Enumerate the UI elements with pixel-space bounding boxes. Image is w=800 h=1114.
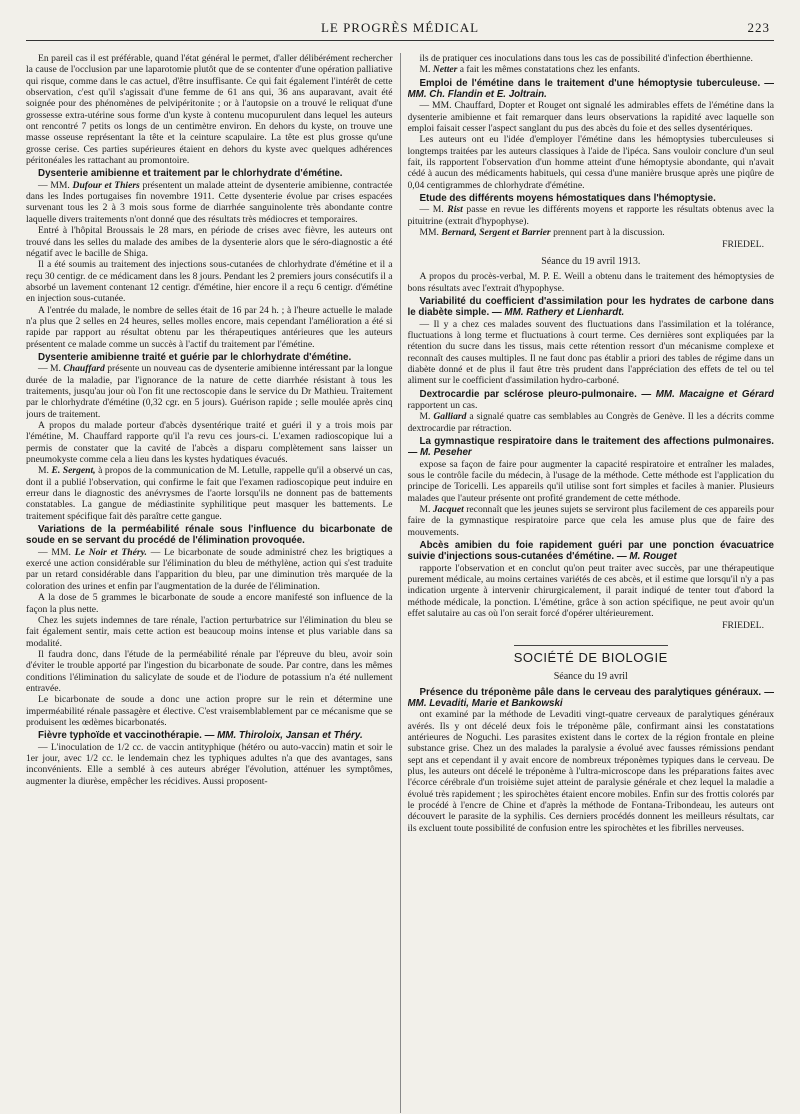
paragraph: expose sa façon de faire pour augmenter la capacité respiratoire et entraîner les malades, sous le contrôle facile du médecin, à l'usage de la méthode. Cette méthode est l'application du principe de Toricelli. Les appareils qu'il utilise sont fort simples et faciles à manier. Plusieurs malades que l'auteur présente ont profité grandement de cette méthode. (407, 458, 775, 504)
paragraph: M. Jacquet reconnaît que les jeunes sujets se serviront plus facilement de ces appareils pour faire de la gymnastique respiratoire parce que cela les amuse plus que de faire des mouvements. (407, 504, 775, 538)
article-columns (26, 53, 774, 1113)
right-column (408, 53, 775, 1113)
author-names: Bernard, Sergent et Barrier (441, 227, 551, 239)
section-heading: Variabilité du coefficient d'assimilation pour les hydrates de carbone dans le diabète simple. — MM. Rathery et Lienhardt. (407, 295, 775, 319)
author-names: Jacquet (432, 504, 464, 516)
author-names: — MM. Ch. Flandin et E. Joltrain. (407, 77, 775, 101)
signature: FRIEDEL. (722, 619, 765, 631)
society-title: SOCIÉTÉ DE BIOLOGIE (408, 645, 775, 665)
section-heading: Dysenterie amibienne et traitement par le chlorhydrate d'émétine. (38, 168, 343, 180)
left-column (26, 53, 393, 1113)
author-names: — M. Rouget (616, 551, 677, 563)
paragraph: A l'entrée du malade, le nombre de selles était de 16 par 24 h. ; à l'heure actuelle le malade n'a plus que 2 selles en 24 heures, selles molles encore, mais cependant l'amélioration a été si rapide par rapport au résultat obtenu par les thérapeutiques antérieures que les auteurs présentent ce malade comme un succès à l'actif du traitement par l'émétine. (26, 304, 393, 350)
author-names: Netter (432, 64, 458, 76)
author-names: — MM. Rathery et Lienhardt. (491, 307, 625, 319)
column-rule (400, 53, 401, 1113)
paragraph: — L'inoculation de 1/2 cc. de vaccin antityphique (hétéro ou auto-vaccin) matin et soir le 1er jour, avec 1/2 cc. le lendemain chez les typhiques adultes n'a que des avantages, sans inconvénients. Elle a semblé à ces auteurs abréger l'évolution, atténuer les symptômes, augmenter la diurèse, empêcher les récidives. Aussi proposent- (26, 741, 393, 787)
paragraph: — M. Rist passe en revue les différents moyens et rapporte les résultats obtenus avec la pituitrine (extrait d'hypophyse). (407, 204, 775, 227)
paragraph: Entré à l'hôpital Broussais le 28 mars, en période de crises avec fièvre, les auteurs ont trouvé dans les selles du malade des amibes de la dysenterie alors que le séro-diagnostic a été négatif avec le bacille de Shiga. (26, 225, 393, 259)
paragraph: Il a été soumis au traitement des injections sous-cutanées de chlorhydrate d'émétine et il a reçu 30 centigr. de ce médicament dans les 8 jours. Pendant les 2 premiers jours consécutifs il a absorbé un lavement contenant 12 centigr. d'émétine, hier encore il a reçu 6 centigr. d'émétine en injection sous-cutanée. (26, 259, 393, 305)
paragraph: Chez les sujets indemnes de tare rénale, l'action perturbatrice sur l'élimination du bleu se fait également sentir, mais cette action est beaucoup moins intense et plus variable dans sa modalité. (26, 614, 393, 649)
paragraph: — MM. Dufour et Thiers présentent un malade atteint de dysenterie amibienne, contractée dans les Indes portugaises fin novembre 1911. Cette dysenterie évolue par crises espacées survenant tous les 2 à 3 mois sous forme de diarrhée sanguinolente très abondante contre laquelle divers traitements n'ont donné que des résultats très médiocres et temporaires. (26, 179, 393, 225)
paragraph: Les auteurs ont eu l'idée d'employer l'émétine dans les hémoptysies tuberculeuses si longtemps traitées par les auteurs classiques à l'aide de l'ipéca. Sans vouloir conclure d'un seul fait, ils rapportent l'observation d'un homme atteint d'une hémoptysie abondante, qui n'avait cédé à aucun des médicaments habituels, qui cessa d'une manière brusque après une piqûre de 0,04 centigrammes de chlorhydrate d'émétine. (407, 134, 775, 191)
section-heading: Abcès amibien du foie rapidement guéri par une ponction évacuatrice suivie d'injections sous-cutanées d'émétine. — M. Rouget (407, 540, 775, 563)
paragraph: — MM. Le Noir et Théry. — Le bicarbonate de soude administré chez les brigtiques a exercé une action considérable sur l'élimination du bleu de méthylène, action qui s'est traduite par un retard considérable dans l'apparition du bleu, par une diminution très marquée de la coloration des urines et enfin par l'augmentation de la durée de l'élimination. (26, 546, 393, 592)
author-names: E. Sergent, (51, 465, 96, 477)
author-names: Rist (447, 204, 463, 216)
paragraph: A la dose de 5 grammes le bicarbonate de soude a encore manifesté son influence de la façon la plus nette. (26, 592, 393, 615)
author-names: Le Noir et Théry. (74, 546, 147, 558)
paragraph: — MM. Chauffard, Dopter et Rouget ont signalé les admirables effets de l'émétine dans la dysenterie amibienne et fait remarquer dans leurs observations la rapidité avec laquelle son emploi faisait cesser l'aspect sanglant du pus des abcès du foie et des selles dysentériques. (407, 100, 775, 135)
author-names: — MM. Macaigne et Gérard (641, 388, 775, 400)
paragraph: — M. Chauffard présente un nouveau cas de dysenterie amibienne intéressant par la longue durée de la maladie, par l'ignorance de la nature de cette diarrhée résistant à tous les traitements, jusqu'au jour où l'on fit une rectoscopie dans le service du Dr Mathieu. Traitement par le chlorhydrate d'émétine (0,32 cgr. en 5 jours). Guérison rapide ; selle moulée après cinq jours de traitement. (26, 363, 393, 420)
paragraph: Il faudra donc, dans l'étude de la perméabilité rénale par l'épreuve du bleu, avoir soin d'éviter le trouble apporté par l'ingestion du bicarbonate de soude. Par contre, dans les mêmes conditions l'élimination du salicylate de soude et de l'iodure de potassium n'a été nullement entravée. (26, 648, 393, 694)
paragraph: A propos du procès-verbal, M. P. E. Weill a obtenu dans le traitement des hémoptysies de bons résultats avec l'extrait d'hypophyse. (407, 271, 775, 294)
paragraph: ils de pratiquer ces inoculations dans tous les cas de possibilité d'infection éberthienne. (419, 53, 753, 64)
journal-title: LE PROGRÈS MÉDICAL (320, 20, 480, 35)
signature: FRIEDEL. (722, 238, 765, 250)
paragraph: M. Galliard a signalé quatre cas semblables au Congrès de Genève. Il les a décrits comme dextrocardie par rétraction. (407, 411, 775, 434)
paragraph: A propos du malade porteur d'abcès dysentérique traité et guéri il y a trois mois par l'émétine, M. Chauffard rapporte qu'il l'a revu ces jours-ci. L'examen radioscopique lui a permis de constater que la cavité de l'abcès a disparu complètement sans laisser un pneumokyste comme cela a lieu dans les kystes hydatiques évacués. (26, 420, 393, 466)
author-names: Dufour et Thiers (72, 179, 140, 191)
paragraph: ont examiné par la méthode de Levaditi vingt-quatre cerveaux de paralytiques généraux avérés. Ils y ont décelé deux fois le tréponème pâle, confirmant ainsi les constatations antérieures de Noguchi. Les parasites existent dans le cortex de la région frontale en pleine substance grise. Chez un des malades la paralysie a évolué avec fausses rémissions pendant sept ans et cependant il y avait encore de nombreux tréponèmes typiques dans le cerveau. De plus, les auteurs ont décelé le tréponème à l'ultra-microscope dans les préparations faites avec l'écorce cérébrale d'un troisième sujet atteint de paralysie générale et chez lequel la maladie a évolué très rapidement ; les spirochètes étaient encore mobiles. Enfin sur des frottis colorés par le procédé à l'encre de Chine et d'après la méthode de Fontana-Tribondeau, les auteurs ont découvert le parasite de la syphilis. Ces derniers procédés donnent les meilleurs résultats, car ils excluent toute possibilité de confusion entre les spirochètes et les fibrilles nerveuses. (407, 709, 775, 834)
paragraph: — Il y a chez ces malades souvent des fluctuations dans l'assimilation et la tolérance, fluctuations à long terme et fluctuations à court terme. Ces dernières sont expliquées par la rétention du sucre dans les tissus, mais cette rétention ressort d'un mécanisme complexe et reconnaît des causes multiples. Il ne faut donc pas établir a priori des tables de régime dans un diabète donné et de plus il faut être très prudent dans l'appréciation des effets de tel ou tel aliment sur le coefficient d'assimilation hydro-carboné. (407, 318, 775, 387)
section-heading: La gymnastique respiratoire dans le traitement des affections pulmonaires. — M. Peseher (407, 436, 775, 459)
section-heading: Dysenterie amibienne traité et guérie par le chlorhydrate d'émétine. (38, 351, 352, 363)
author-names: — M. Peseher (407, 447, 472, 459)
author-names: Chauffard (63, 363, 105, 375)
running-header (26, 18, 774, 41)
paragraph: M. E. Sergent, à propos de la communication de M. Letulle, rappelle qu'il a observé un cas, dont il a publié l'observation, qui confirme le fait que l'examen radioscopique peut induire en erreur dans le diagnostic des anévrysmes de l'aorte lorsqu'ils ne donnent pas de battements constatables. La gangue de médiastinite syphilitique peut masquer les battements. Le traitement spécifique fait dès paraître cette gangue. (26, 465, 393, 522)
paragraph: MM. Bernard, Sergent et Barrier prennent part à la discussion. (419, 227, 665, 239)
section-heading: Variations de la perméabilité rénale sous l'influence du bicarbonate de soude en se servant du procédé de l'élimination provoquée. (26, 524, 393, 547)
paragraph: M. Netter a fait les mêmes constatations chez les enfants. (419, 64, 640, 76)
paragraph: rapporte l'observation et en conclut qu'on peut traiter avec succès, par une thérapeutique purement médicale, au moins certaines variétés de ces abcès, et il estime que lorsqu'il n'y a pas indication urgente à intervenir chirurgicalement, il parait indiqué de tenter tout d'abord la méthode médicale, la ponction. L'émétine, grâce à son action spécifique, ne peut avoir qu'un effet salutaire au cas où l'on serait forcé d'opérer ultérieurement. (407, 562, 775, 620)
paragraph: En pareil cas il est préférable, quand l'état général le permet, d'aller délibérément rechercher la cause de l'occlusion par une laparotomie plutôt que de se contenter d'une opération palliative qui risque, comme dans le cas actuel, d'être insuffisante. Ce qui fait également l'intérêt de cette observation, c'est qu'il s'agissait d'une femme de 61 ans qui, 36 ans auparavant, avait été soignée pour des phénomènes de pelvipéritonite ; or à l'autopsie on a trouvé le reliquat d'une grossesse extra-utérine sous forme d'un kyste à contenu mucopurulent dans lequel les auteurs ont rencontré 7 petits os longs de un centimètre environ. En dehors du kyste, on trouve une masse osseuse représentant la tête et la ceinture scapulaire. La tête est plus grosse qu'une grosse cerise. Ces parties supérieures étaient en dehors du kyste avec quelques adhérences péritonéales les rattachant au promontoire. (26, 53, 393, 167)
session-date: Séance du 19 avril (553, 671, 628, 683)
paragraph: Le bicarbonate de soude a donc une action propre sur le rein et détermine une imperméabilité rénale passagère et élective. C'est vraisemblablement par ce mécanisme que se produisent les œdèmes bicarbonatés. (26, 694, 393, 728)
section-heading: Etude des différents moyens hémostatiques dans l'hémoptysie. (419, 193, 716, 205)
author-names: — MM. Thiroloix, Jansan et Théry. (204, 730, 363, 742)
page-number: 223 (747, 20, 770, 35)
section-heading: Présence du tréponème pâle dans le cerveau des paralytiques généraux. — MM. Levaditi, Marie et Bankowski (407, 686, 775, 709)
author-names: Galliard (433, 411, 467, 423)
section-heading: Dextrocardie par sclérose pleuro-pulmonaire. — MM. Macaigne et Gérard rapportent un cas. (407, 388, 775, 411)
section-heading: Emploi de l'émétine dans le traitement d'une hémoptysie tuberculeuse. — MM. Ch. Flandin et E. Joltrain. (407, 77, 775, 101)
section-heading: Fièvre typhoïde et vaccinothérapie. — MM. Thiroloix, Jansan et Théry. (38, 730, 363, 742)
session-date: Séance du 19 avril 1913. (541, 255, 641, 267)
author-names: — MM. Levaditi, Marie et Bankowski (407, 686, 775, 709)
